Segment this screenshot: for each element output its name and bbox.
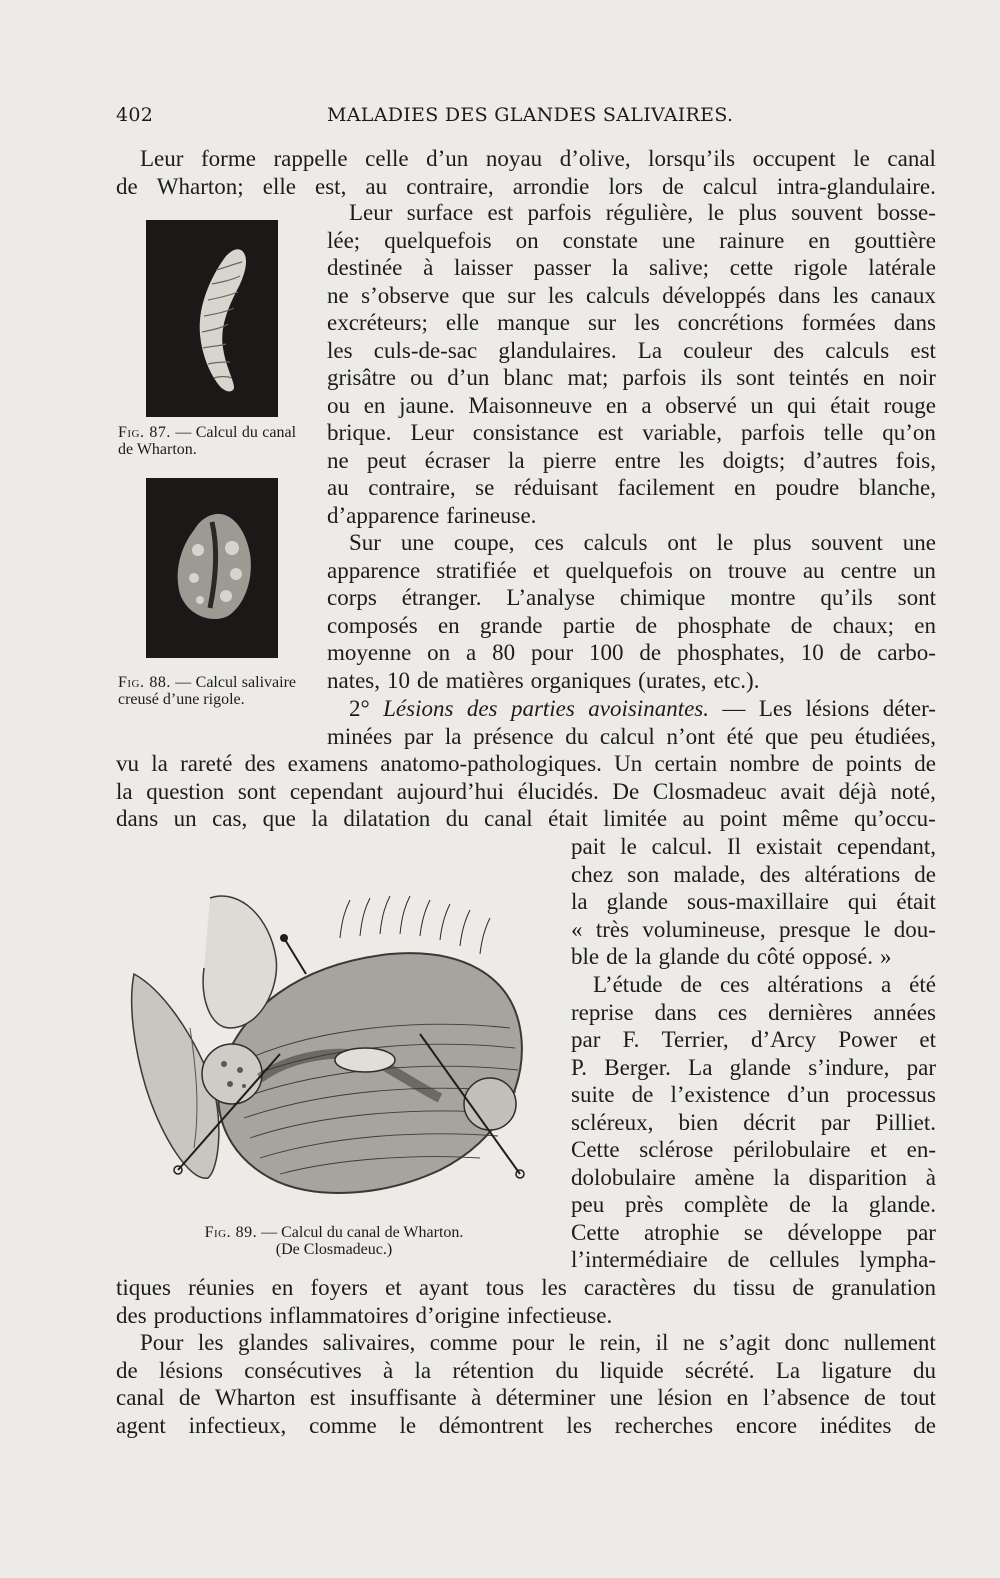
text-line: brique. Leur consistance est variable, parfois telle qu’on <box>327 420 936 445</box>
text-line: ou en jaune. Maisonneuve en a observé un qui était rouge <box>327 392 936 418</box>
text-line: reprise dans ces dernières années <box>571 999 936 1025</box>
text-line: corps étranger. L’analyse chimique montre qu’ils sont <box>327 585 936 610</box>
text-line: lée; quelquefois on constate une rainure en gouttière <box>327 227 936 253</box>
text-line: dans un cas, que la dilatation du canal était limitée au point même qu’occu- <box>116 806 936 831</box>
text-line: au contraire, se réduisant facilement en poudre blanche, <box>327 475 936 500</box>
text-line: Pour les glandes salivaires, comme pour le rein, il ne s’agit donc nullement <box>140 1330 936 1355</box>
text-line: peu près complète de la glande. <box>571 1192 936 1217</box>
text-line: Cette atrophie se développe par <box>571 1219 936 1245</box>
figure-89-source: (De Closmadeuc.) <box>275 1241 393 1258</box>
text-line: des productions inflammatoires d’origine infectieuse. <box>116 1302 613 1328</box>
figure-88-caption <box>118 674 296 708</box>
text-line: Cette sclérose périlobulaire et en- <box>571 1137 936 1162</box>
calculus-elongated-illustration <box>146 220 278 417</box>
text-line: scléreux, bien décrit par Pilliet. <box>571 1109 936 1135</box>
text-line: l’intermédiaire de cellules lympha- <box>571 1247 936 1272</box>
gland-dissection-illustration <box>120 878 558 1218</box>
text-line: ble de la glande du côté opposé. » <box>571 944 892 969</box>
figure-89-caption <box>174 1224 494 1258</box>
text-line: la glande sous-maxillaire qui était <box>571 889 936 914</box>
text-line: chez son malade, des altérations de <box>571 861 936 887</box>
text-line: tiques réunies en foyers et ayant tous les caractères du tissu de granulation <box>116 1275 936 1300</box>
text-line: agent infectieux, comme le démontrent les recherches encore inédites de <box>116 1412 936 1438</box>
calculus-grooved-illustration <box>146 478 278 658</box>
text-line: Leur forme rappelle celle d’un noyau d’olive, lorsqu’ils occupent le canal <box>140 146 936 171</box>
figure-87-label: Fig. 87. <box>118 424 171 441</box>
text-line: canal de Wharton est insuffisante à déterminer une lésion en l’absence de tout <box>116 1385 936 1410</box>
figure-88-label: Fig. 88. <box>118 674 171 691</box>
text-line: ne peut écraser la pierre entre les doigts; d’autres fois, <box>327 447 936 473</box>
text-line: la question sont cependant aujourd’hui élucidés. De Closmadeuc avait déjà noté, <box>116 778 936 804</box>
text-line: minées par la présence du calcul n’ont été que peu étudiées, <box>327 723 936 749</box>
page-number: 402 <box>116 104 154 126</box>
text-line: vu la rareté des examens anatomo-pathologiques. Un certain nombre de points de <box>116 751 936 776</box>
text-line: L’étude de ces altérations a été <box>593 972 936 997</box>
figure-89-image <box>120 878 558 1218</box>
figure-88-text: — Calcul salivaire creusé d’une rigole. <box>118 674 296 708</box>
text-line: excréteurs; elle manque sur les concrétions formées dans <box>327 310 936 335</box>
text-line: 2° Lésions des parties avoisinantes. — Les lésions déter- <box>349 696 936 721</box>
text-line: de Wharton; elle est, au contraire, arrondie lors de calcul intra-glandulaire. <box>116 173 936 199</box>
figure-88-image <box>146 478 278 658</box>
figure-87-image <box>146 220 278 417</box>
text-line: ne s’observe que sur les calculs développés dans les canaux <box>327 282 936 308</box>
text-line: de lésions consécutives à la rétention du liquide sécrété. La ligature du <box>116 1357 936 1383</box>
text-line: les culs-de-sac glandulaires. La couleur des calculs est <box>327 337 936 363</box>
text-line: pait le calcul. Il existait cependant, <box>571 834 936 859</box>
text-line: Sur une coupe, ces calculs ont le plus souvent une <box>349 530 936 555</box>
text-line: destinée à laisser passer la salive; cette rigole latérale <box>327 255 936 280</box>
text-line: nates, 10 de matières organiques (urates, etc.). <box>327 667 760 693</box>
figure-89-text: — Calcul du canal de Wharton. <box>261 1224 464 1241</box>
text-line: P. Berger. La glande s’indure, par <box>571 1054 936 1080</box>
text-line: grisâtre ou d’un blanc mat; parfois ils sont teintés en noir <box>327 365 936 390</box>
text-line: Leur surface est parfois régulière, le plus souvent bosse- <box>349 200 936 225</box>
text-line: composés en grande partie de phosphate de chaux; en <box>327 612 936 638</box>
text-line: d’apparence farineuse. <box>327 502 537 528</box>
text-line: « très volumineuse, presque le dou- <box>571 916 936 942</box>
running-title: MALADIES DES GLANDES SALIVAIRES. <box>327 104 734 126</box>
text-line: dolobulaire amène la disparition à <box>571 1164 936 1190</box>
figure-87-text: — Calcul du canal de Wharton. <box>118 424 297 458</box>
text-line: par F. Terrier, d’Arcy Power et <box>571 1027 936 1052</box>
figure-89-label: Fig. 89. <box>204 1224 258 1241</box>
text-line: moyenne on a 80 pour 100 de phosphates, 10 de carbo- <box>327 640 936 665</box>
text-line: apparence stratifiée et quelquefois on trouve au centre un <box>327 557 936 583</box>
figure-87-caption <box>118 424 296 458</box>
text-line: suite de l’existence d’un processus <box>571 1082 936 1107</box>
